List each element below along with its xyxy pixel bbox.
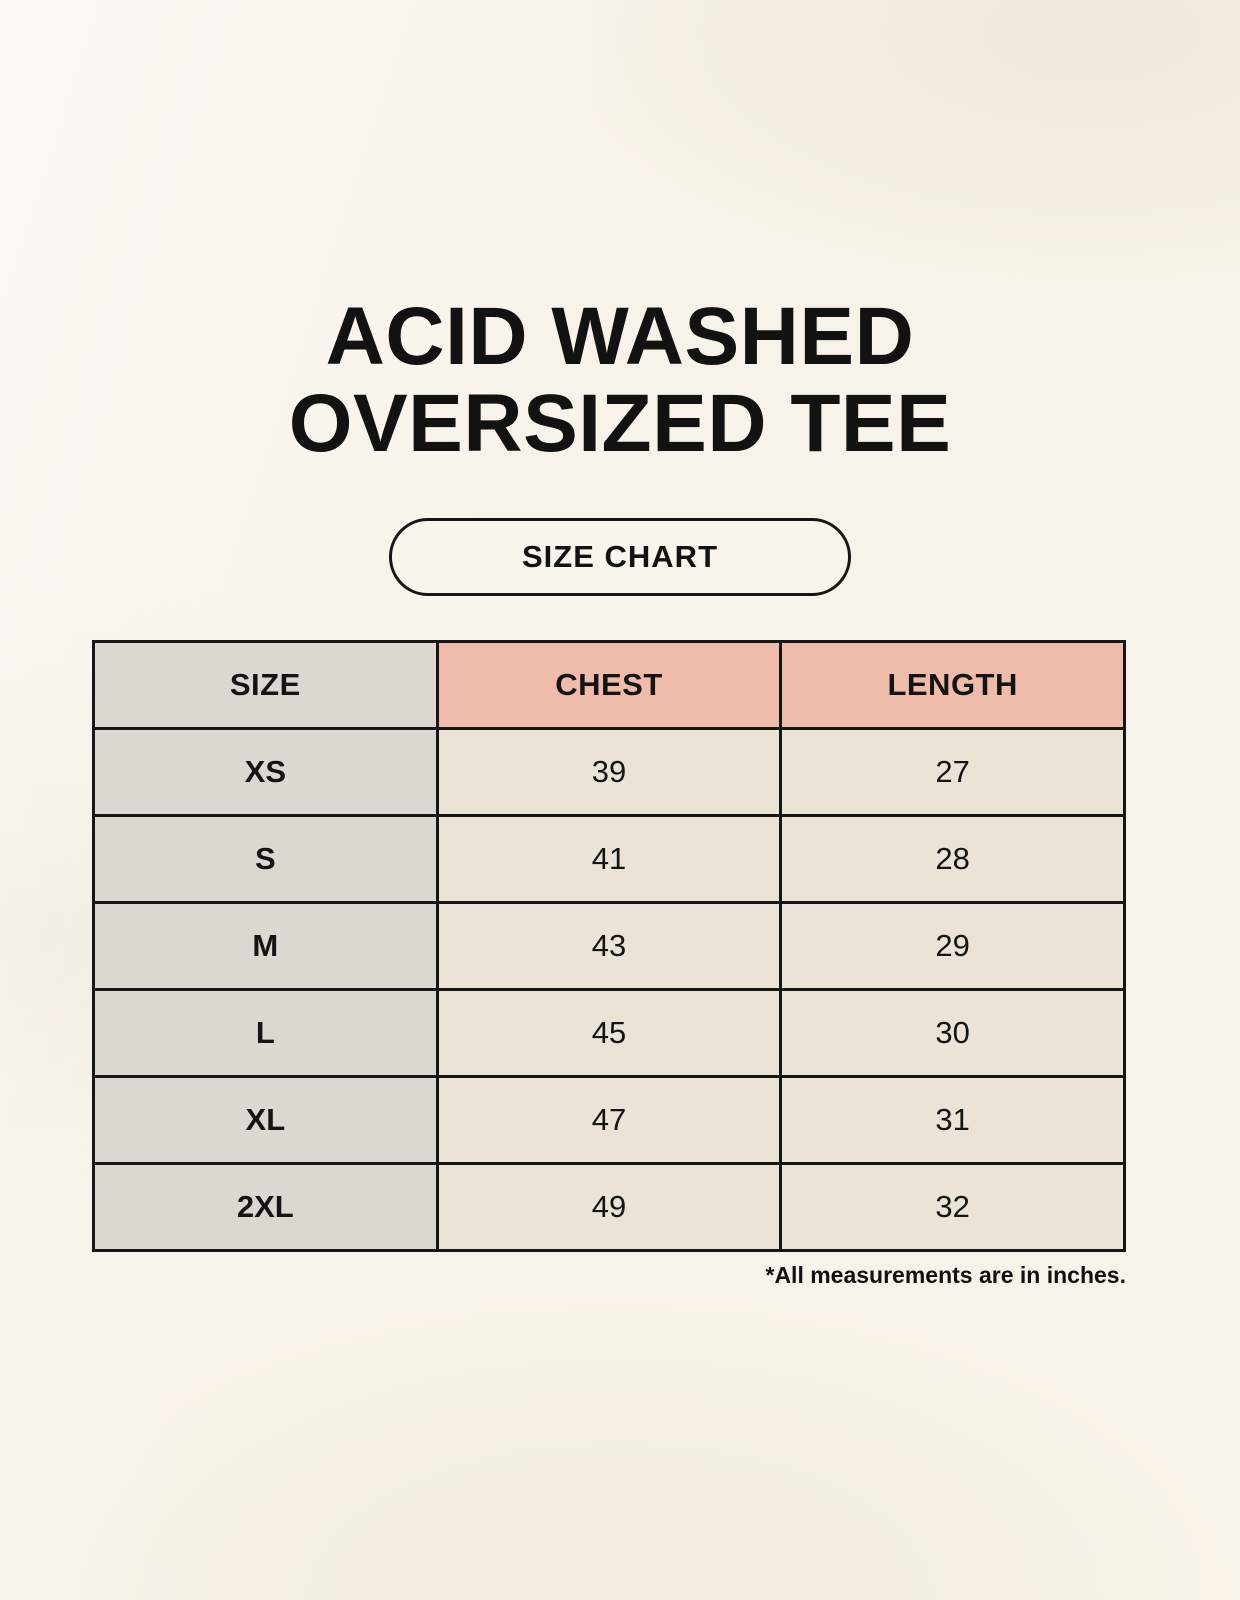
length-cell: 28 — [781, 815, 1125, 902]
table-header-row — [94, 641, 1125, 728]
size-column-header: SIZE — [94, 641, 438, 728]
table-row — [94, 902, 1125, 989]
size-cell: S — [94, 815, 438, 902]
length-cell: 29 — [781, 902, 1125, 989]
length-cell: 32 — [781, 1163, 1125, 1250]
size-chart-button-label: SIZE CHART — [522, 538, 718, 574]
table-row — [94, 1163, 1125, 1250]
size-cell: M — [94, 902, 438, 989]
measurements-footnote: *All measurements are in inches. — [765, 1261, 1126, 1288]
size-cell: XS — [94, 728, 438, 815]
chest-cell: 49 — [437, 1163, 781, 1250]
length-cell: 31 — [781, 1076, 1125, 1163]
size-cell: L — [94, 989, 438, 1076]
table-row — [94, 1076, 1125, 1163]
chest-cell: 47 — [437, 1076, 781, 1163]
length-cell: 30 — [781, 989, 1125, 1076]
size-table — [92, 640, 1126, 1252]
page-title-line2: OVERSIZED TEE — [288, 377, 952, 469]
chest-cell: 43 — [437, 902, 781, 989]
length-cell: 27 — [781, 728, 1125, 815]
chest-cell: 39 — [437, 728, 781, 815]
chest-cell: 41 — [437, 815, 781, 902]
page-title-line1: ACID WASHED — [325, 291, 915, 382]
size-chart-button[interactable] — [389, 518, 851, 596]
table-row — [94, 728, 1125, 815]
chest-cell: 45 — [437, 989, 781, 1076]
size-cell: 2XL — [94, 1163, 438, 1250]
size-table-container — [92, 640, 1126, 1252]
chest-column-header: CHEST — [437, 641, 781, 728]
page-title — [0, 0, 1240, 468]
length-column-header: LENGTH — [781, 641, 1125, 728]
size-cell: XL — [94, 1076, 438, 1163]
table-row — [94, 815, 1125, 902]
table-row — [94, 989, 1125, 1076]
